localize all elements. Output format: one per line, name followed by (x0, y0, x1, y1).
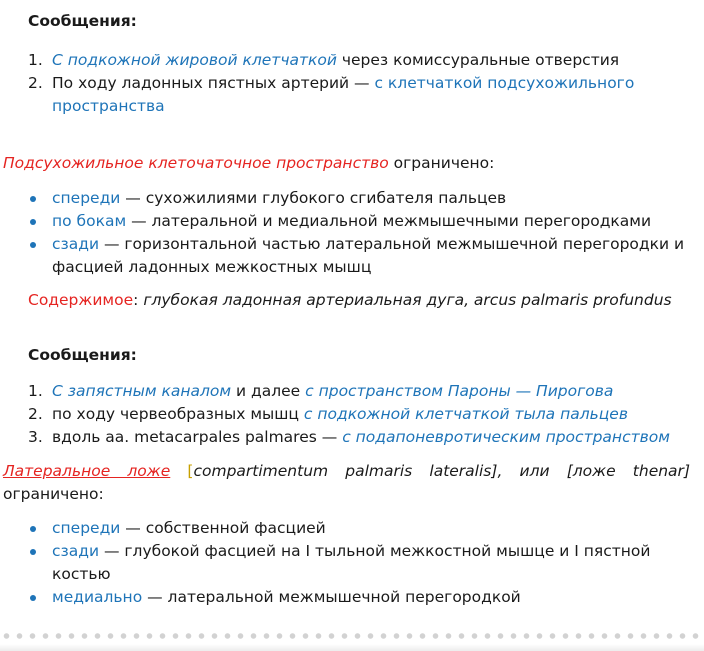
bullet-icon (30, 242, 36, 248)
bullet-icon (30, 526, 36, 532)
bullet-icon (30, 219, 36, 225)
bullet-icon (30, 549, 36, 555)
messages-heading-1: Сообщения: (28, 12, 137, 30)
messages-heading-2: Сообщения: (28, 346, 137, 364)
messages-list-1 (0, 49, 690, 118)
list-item: спереди — собственной фасцией (0, 517, 690, 540)
list-item: сзади — горизонтальной частью латеральной межмышечной перегородки и фасцией ладонных межкостных мышц (0, 233, 690, 279)
section-title-lateral: Латеральное ложе [compartimentum palmaris lateralis], или [ложе thenar] ограничено: (3, 462, 690, 503)
list-item: 2. По ходу ладонных пястных артерий — с клетчаткой подсухожильного пространства (28, 74, 635, 115)
page-edge (0, 644, 704, 651)
content-paragraph: Содержимое: глубокая ладонная артериальная дуга, arcus palmaris profundus (28, 291, 672, 309)
list-item: 2. по ходу червеобразных мышц с подкожной клетчаткой тыла пальцев (28, 405, 628, 423)
link-text: с клетчаткой подсухожильного пространства (52, 74, 635, 115)
section-title-subtendinous: Подсухожильное клеточаточное пространство ограничено: (3, 154, 495, 172)
bullet-icon (30, 595, 36, 601)
list-item: сзади — глубокой фасцией на I тыльной межкостной мышце и I пястной костью (0, 540, 690, 586)
bullet-icon (30, 196, 36, 202)
list-item: по бокам — латеральной и медиальной межмышечными перегородками (0, 210, 690, 233)
list-item: 1. С запястным каналом и далее с пространством Пароны — Пирогова (28, 382, 614, 400)
bounds-list-2 (0, 517, 690, 609)
list-item: спереди — сухожилиями глубокого сгибателя пальцев (0, 187, 690, 210)
list-item: 3. вдоль аа. metacarpales palmares — с подапоневротическим пространством (28, 428, 670, 446)
link-text: С подкожной жировой клетчаткой (52, 51, 337, 69)
bounds-list-1 (0, 187, 690, 279)
page-divider (0, 632, 704, 640)
messages-list-2 (0, 380, 690, 449)
list-item: медиально — латеральной межмышечной перегородкой (0, 586, 690, 609)
list-item: 1. С подкожной жировой клетчаткой через комиссуральные отверстия (28, 51, 620, 69)
